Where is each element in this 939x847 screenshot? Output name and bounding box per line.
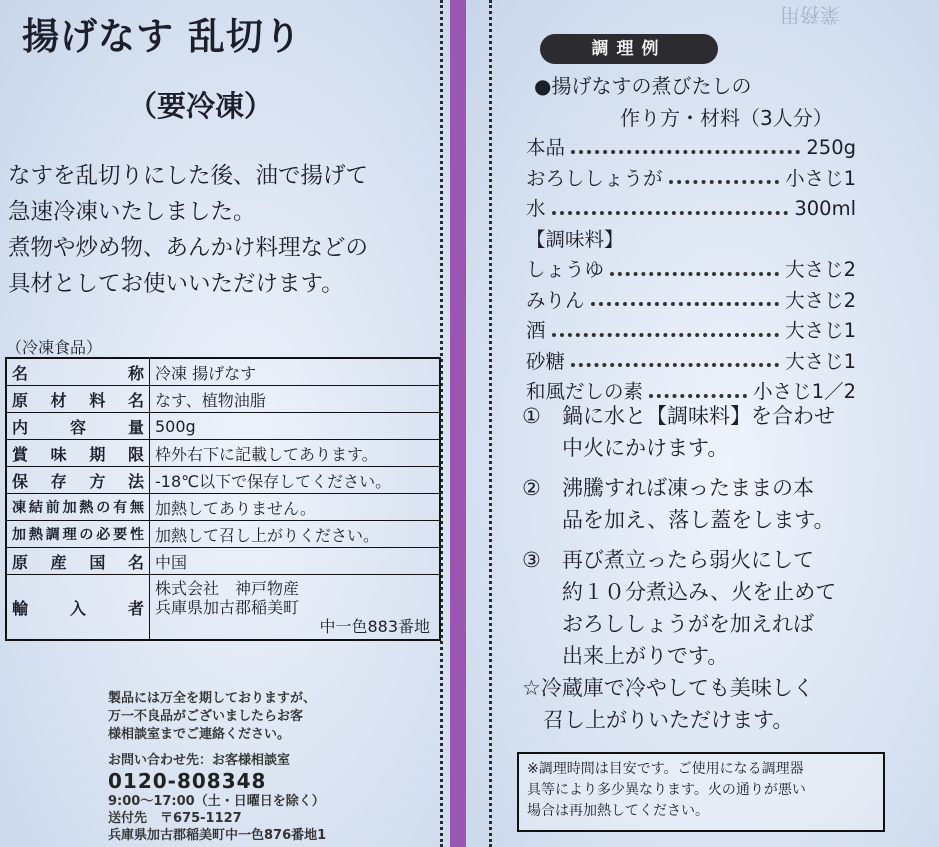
ingredient-name: 本品 xyxy=(526,136,566,159)
step-number: ① xyxy=(522,404,541,428)
seasoning-qty: 小さじ1／2 xyxy=(753,380,856,403)
table-row xyxy=(6,548,440,575)
notice-line: 様相談室までご連絡ください。 xyxy=(108,727,291,742)
preheat-label: 凍結前加熱の有無 xyxy=(6,494,150,521)
recipe-step xyxy=(522,544,882,672)
corner-text: 業務用 xyxy=(780,3,840,27)
step-line: 鍋に水と【調味料】を合わせ xyxy=(562,404,835,428)
note-line: ※調理時間は目安です。ご使用になる調理器 xyxy=(527,761,804,777)
content-label: 内容量 xyxy=(6,413,150,440)
importer-address-1: 兵庫県加古郡稲美町 xyxy=(155,597,300,617)
recipe-badge: 調理例 xyxy=(540,34,718,64)
description-line: 急速冷凍いたしました。 xyxy=(8,199,256,225)
list-item xyxy=(526,194,856,225)
name-value: 冷凍 揚げなす xyxy=(150,358,441,386)
seasoning-name: 和風だしの素 xyxy=(526,380,644,403)
product-title: 揚げなす 乱切り xyxy=(22,15,302,58)
seasoning-header: 【調味料】 xyxy=(526,227,624,251)
ingredients-label: 原材料名 xyxy=(6,386,150,413)
product-subtitle: （要冷凍） xyxy=(128,89,274,123)
tip-line: ☆冷蔵庫で冷やしても美味しく xyxy=(522,676,814,700)
storage-label: 保存方法 xyxy=(6,467,150,494)
origin-value: 中国 xyxy=(150,548,441,575)
content-value: 500g xyxy=(150,413,441,440)
product-description xyxy=(8,158,448,302)
recipe-title: ●揚げなすの煮びたしの xyxy=(534,74,752,98)
step-number: ③ xyxy=(522,548,541,572)
ingredient-qty: 250g xyxy=(806,136,856,159)
ingredient-list xyxy=(526,133,856,408)
list-item xyxy=(526,286,856,317)
note-line: 具等により多少異なります。火の通りが悪い xyxy=(527,782,806,798)
importer-address-2: 中一色883番地 xyxy=(319,616,430,636)
ingredients-value: なす、植物油脂 xyxy=(150,386,441,413)
list-item xyxy=(526,316,856,347)
step-line: 中火にかけます。 xyxy=(562,436,729,460)
table-row xyxy=(6,494,440,521)
seasoning-name: 砂糖 xyxy=(526,349,566,373)
ingredient-qty: 小さじ1 xyxy=(785,166,856,190)
recipe-subtitle: 作り方・材料（3人分） xyxy=(620,106,833,130)
serving-tip xyxy=(522,672,814,736)
storage-value: -18℃以下で保存してください。 xyxy=(150,467,441,494)
ingredient-name: おろししょうが xyxy=(526,166,663,190)
recipe-step xyxy=(522,472,882,536)
notice-line: 万一不良品がございましたらお客 xyxy=(108,709,304,724)
contact-address: 兵庫県加古郡稲美町中一色876番地1 xyxy=(108,828,327,843)
defect-notice xyxy=(108,690,316,744)
list-item xyxy=(526,133,856,164)
table-row xyxy=(6,358,440,386)
recipe-step xyxy=(522,400,882,464)
tip-line: 召し上がりいただけます。 xyxy=(522,708,794,732)
recipe-steps xyxy=(522,400,882,680)
seasoning-qty: 大さじ1 xyxy=(785,319,856,342)
phone-number: 0120-808348 xyxy=(108,769,267,793)
step-line: 沸騰すれば凍ったままの本 xyxy=(562,476,814,500)
description-line: なすを乱切りにした後、油で揚げて xyxy=(8,163,369,189)
step-line: おろししょうがを加えれば xyxy=(562,612,814,636)
step-line: 品を加え、落し蓋をします。 xyxy=(562,508,835,532)
postal-code: 送付先 〒675-1127 xyxy=(108,811,242,826)
perforation-line xyxy=(489,0,492,847)
table-row xyxy=(6,386,440,413)
table-row xyxy=(6,440,440,467)
list-item xyxy=(526,164,856,195)
seasoning-qty: 大さじ1 xyxy=(785,349,856,373)
step-line: 約１０分煮込み、火を止めて xyxy=(562,580,837,604)
origin-label: 原産国名 xyxy=(6,548,150,575)
list-item xyxy=(526,347,856,378)
description-line: 煮物や炒め物、あんかけ料理などの xyxy=(8,235,369,261)
contact-info xyxy=(108,752,326,844)
product-spec-table xyxy=(5,357,441,641)
list-item xyxy=(526,255,856,286)
ingredient-qty: 300ml xyxy=(794,197,856,220)
name-label: 名称 xyxy=(6,358,150,386)
note-line: 場合は再加熱してください。 xyxy=(527,803,709,819)
cooking-time-note xyxy=(517,752,885,832)
business-hours: 9:00〜17:00（土・日曜日を除く） xyxy=(108,794,325,809)
step-number: ② xyxy=(522,476,541,500)
cooking-value: 加熱して召し上がりください。 xyxy=(150,521,441,548)
seasoning-qty: 大さじ2 xyxy=(785,258,856,281)
preheat-value: 加熱してありません。 xyxy=(150,494,441,521)
importer-value xyxy=(150,575,441,641)
seasoning-name: みりん xyxy=(526,288,585,312)
cooking-label: 加熱調理の必要性 xyxy=(6,521,150,548)
left-label-panel xyxy=(0,0,450,847)
food-category: （冷凍食品） xyxy=(6,338,103,357)
expiry-value: 枠外右下に記載してあります。 xyxy=(150,440,441,467)
seasoning-name: 酒 xyxy=(526,319,546,342)
expiry-label: 賞味期限 xyxy=(6,440,150,467)
step-line: 出来上がりです。 xyxy=(562,644,729,668)
description-line: 具材としてお使いいただけます。 xyxy=(8,271,344,297)
importer-label: 輸入者 xyxy=(6,575,150,641)
notice-line: 製品には万全を期しておりますが、 xyxy=(108,691,317,706)
table-row xyxy=(6,521,440,548)
table-row xyxy=(6,413,440,440)
contact-label: お問い合わせ先：お客様相談室 xyxy=(108,753,291,768)
table-row xyxy=(6,467,440,494)
importer-company: 株式会社 神戸物産 xyxy=(155,578,300,598)
seasoning-name: しょうゆ xyxy=(526,258,605,281)
ingredient-name: 水 xyxy=(526,197,546,220)
seasoning-qty: 大さじ2 xyxy=(785,288,856,312)
step-line: 再び煮立ったら弱火にして xyxy=(562,548,814,572)
table-row xyxy=(6,575,440,641)
